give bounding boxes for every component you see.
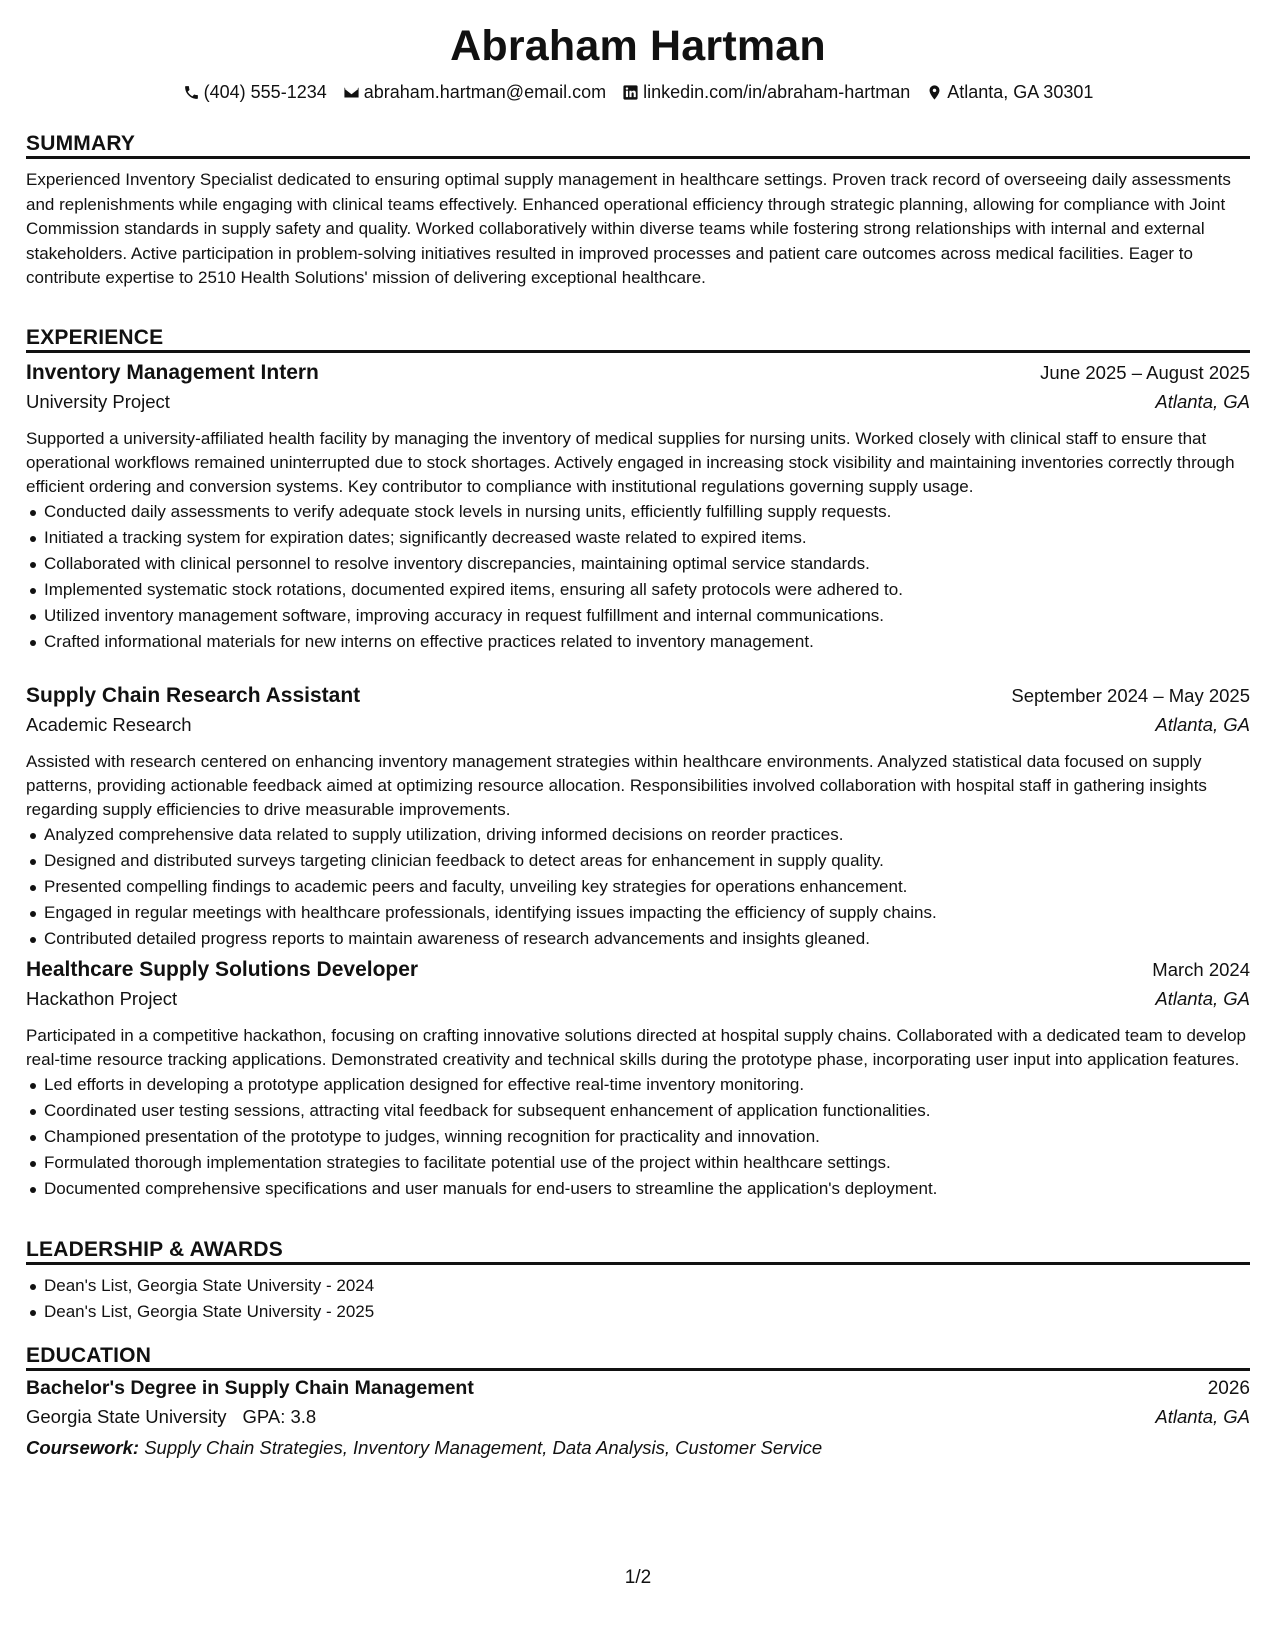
- awards-list: [26, 1273, 1250, 1325]
- education-section: [26, 1342, 1250, 1459]
- bullet-item: Utilized inventory management software, improving accuracy in request fulfillment and internal communications.: [26, 603, 1250, 629]
- bullet-item: Coordinated user testing sessions, attracting vital feedback for subsequent enhancement of application functionalities.: [26, 1098, 1250, 1124]
- award-item: Dean's List, Georgia State University - 2024: [26, 1273, 1250, 1299]
- job-location: Atlanta, GA: [1155, 391, 1250, 412]
- coursework-list: Supply Chain Strategies, Inventory Management, Data Analysis, Customer Service: [144, 1437, 823, 1458]
- job-title: Healthcare Supply Solutions Developer: [26, 958, 419, 981]
- bullet-item: Documented comprehensive specifications and user manuals for end-users to streamline the application's deployment.: [26, 1176, 1250, 1202]
- linkedin-icon: [622, 84, 639, 101]
- bullet-item: Championed presentation of the prototype to judges, winning recognition for practicality and innovation.: [26, 1124, 1250, 1150]
- job-organization: Academic Research: [26, 714, 192, 735]
- phone-icon: [183, 84, 200, 101]
- graduation-year: 2026: [1207, 1378, 1250, 1399]
- job-title: Inventory Management Intern: [26, 361, 319, 384]
- job-location: Atlanta, GA: [1155, 714, 1250, 735]
- summary-text: Experienced Inventory Specialist dedicated to ensuring optimal supply management in healthcare settings. Proven track record of overseeing daily assessments and replenishments while engaging with clinical teams effectively. Enhanced operational efficiency through strategic planning, allowing for compliance with Joint Commission standards in supply safety and quality. Worked collaboratively within diverse teams while fostering strong relationships with internal and external stakeholders. Active participation in problem-solving initiatives resulted in improved processes and patient care outcomes across medical facilities. Eager to contribute expertise to 2510 Health Solutions' mission of delivering exceptional healthcare.: [26, 170, 1231, 287]
- job-description: Participated in a competitive hackathon, focusing on crafting innovative solutions directed at hospital supply chains. Collaborated with a dedicated team to develop real-time resource tracking applications. Demonstrated creativity and technical skills during the prototype phase, incorporating user input into application features.: [26, 1026, 1247, 1069]
- resume-page: [26, 0, 1250, 1650]
- job-date: March 2024: [1152, 959, 1250, 980]
- bullet-item: Contributed detailed progress reports to maintain awareness of research advancements and insights gleaned.: [26, 926, 1250, 952]
- degree-title: Bachelor's Degree in Supply Chain Management: [26, 1377, 474, 1399]
- bullet-item: Presented compelling findings to academic peers and faculty, unveiling key strategies for operations enhancement.: [26, 874, 1250, 900]
- contact-phone: [183, 80, 327, 104]
- coursework-label: Coursework:: [26, 1437, 140, 1458]
- map-pin-icon: [926, 84, 943, 101]
- job-bullet-list: [26, 499, 1250, 655]
- job-entry: [26, 684, 1250, 952]
- section-title-education: EDUCATION: [26, 1342, 1250, 1371]
- bullet-item: Conducted daily assessments to verify adequate stock levels in nursing units, efficiently fulfilling supply requests.: [26, 499, 1250, 525]
- bullet-item: Led efforts in developing a prototype application designed for effective real-time inventory monitoring.: [26, 1072, 1250, 1098]
- contact-bar: [26, 80, 1250, 104]
- summary-section: [26, 130, 1250, 291]
- phone-text: (404) 555-1234: [203, 82, 327, 102]
- contact-email[interactable]: [343, 80, 606, 104]
- section-title-experience: EXPERIENCE: [26, 324, 1250, 353]
- job-organization: Hackathon Project: [26, 988, 178, 1009]
- job-description: Supported a university-affiliated health facility by managing the inventory of medical supplies for nursing units. Worked closely with clinical staff to ensure that operational workflows remained uninterrupted due to stock shortages. Actively engaged in increasing stock visibility and maintaining inventories correctly through efficient ordering and conversion systems. Key contributor to compliance with institutional regulations governing supply usage.: [26, 429, 1235, 496]
- bullet-item: Formulated thorough implementation strategies to facilitate potential use of the project within healthcare settings.: [26, 1150, 1250, 1176]
- job-entry: [26, 361, 1250, 655]
- job-date: June 2025 – August 2025: [1040, 362, 1250, 383]
- bullet-item: Initiated a tracking system for expiration dates; significantly decreased waste related to expired items.: [26, 525, 1250, 551]
- bullet-item: Crafted informational materials for new interns on effective practices related to inventory management.: [26, 629, 1250, 655]
- bullet-item: Designed and distributed surveys targeting clinician feedback to detect areas for enhancement in supply quality.: [26, 848, 1250, 874]
- bullet-item: Analyzed comprehensive data related to supply utilization, driving informed decisions on reorder practices.: [26, 822, 1250, 848]
- section-title-summary: SUMMARY: [26, 130, 1250, 159]
- coursework-line: [26, 1437, 1250, 1459]
- leadership-section: [26, 1236, 1250, 1325]
- school-location: Atlanta, GA: [1155, 1406, 1250, 1427]
- contact-linkedin[interactable]: [622, 80, 910, 104]
- bullet-item: Collaborated with clinical personnel to resolve inventory discrepancies, maintaining optimal service standards.: [26, 551, 1250, 577]
- bullet-item: Implemented systematic stock rotations, documented expired items, ensuring all safety protocols were adhered to.: [26, 577, 1250, 603]
- contact-location: [926, 80, 1093, 104]
- job-bullet-list: [26, 1072, 1250, 1202]
- envelope-icon: [343, 84, 360, 101]
- job-description: Assisted with research centered on enhancing inventory management strategies within healthcare environments. Analyzed statistical data focused on supply patterns, providing actionable feedback aimed at optimizing resource allocation. Responsibilities involved collaboration with hospital staff in gathering insights regarding supply efficiencies to drive measurable improvements.: [26, 752, 1207, 819]
- job-bullet-list: [26, 822, 1250, 952]
- location-text: Atlanta, GA 30301: [947, 82, 1094, 102]
- job-title: Supply Chain Research Assistant: [26, 684, 361, 707]
- candidate-name: Abraham Hartman: [450, 22, 826, 70]
- page-number: 1/2: [624, 1567, 652, 1588]
- email-link[interactable]: abraham.hartman@email.com: [363, 82, 607, 102]
- linkedin-link[interactable]: linkedin.com/in/abraham-hartman: [643, 82, 911, 102]
- school-name: Georgia State University: [26, 1406, 227, 1427]
- job-location: Atlanta, GA: [1155, 988, 1250, 1009]
- bullet-item: Engaged in regular meetings with healthcare professionals, identifying issues impacting the efficiency of supply chains.: [26, 900, 1250, 926]
- job-date: September 2024 – May 2025: [1011, 685, 1250, 706]
- job-organization: University Project: [26, 391, 170, 412]
- gpa: GPA: 3.8: [242, 1406, 317, 1427]
- job-entry: [26, 958, 1250, 1202]
- section-title-leadership: LEADERSHIP & AWARDS: [26, 1236, 1250, 1265]
- experience-section: [26, 324, 1250, 353]
- award-item: Dean's List, Georgia State University - 2025: [26, 1299, 1250, 1325]
